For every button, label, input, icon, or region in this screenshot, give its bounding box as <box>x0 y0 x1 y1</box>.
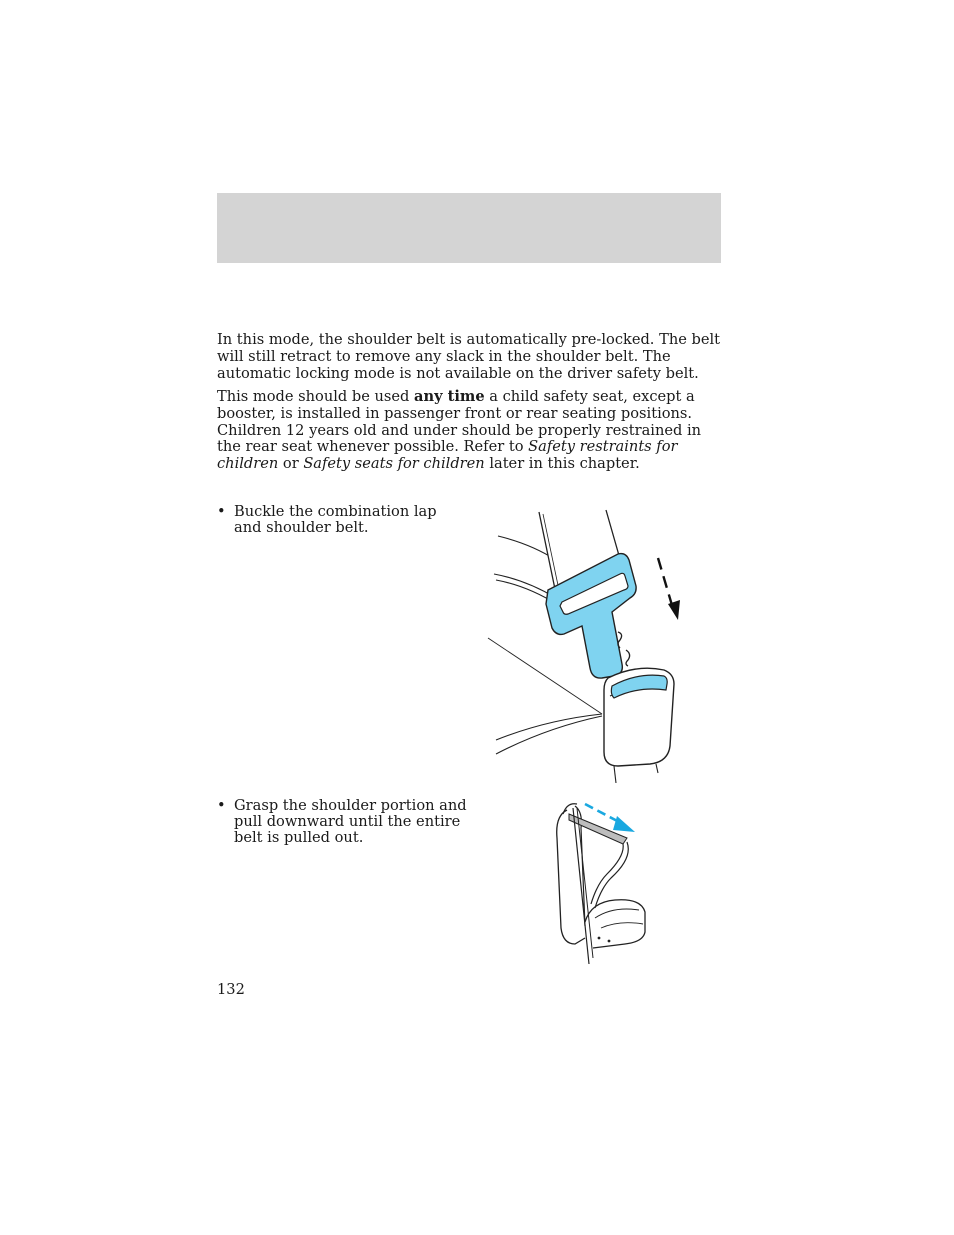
bullet-text: Grasp the shoulder portion and pull downward until the entire belt is pulled out. <box>234 797 467 846</box>
bullet-dot: • <box>217 503 226 520</box>
chapter-header-band <box>217 193 721 263</box>
bullet-text: Buckle the combination lap and shoulder belt. <box>234 503 437 536</box>
paragraph-automatic-locking <box>217 332 722 382</box>
bullet-dot: • <box>217 797 226 814</box>
reference-safety-restraints: Safety restraints for children <box>217 438 678 473</box>
paragraph-2-bold: any time <box>414 388 485 405</box>
page-number: 132 <box>217 981 245 998</box>
bullet-buckle-belt <box>217 504 467 536</box>
buckle-illustration <box>486 508 686 783</box>
paragraph-2-after: later in this chapter. <box>484 455 640 473</box>
seat-belt-pull-illustration <box>545 798 655 966</box>
paragraph-2-before: This mode should be used <box>217 388 415 405</box>
paragraph-child-seat-usage <box>217 389 722 473</box>
paragraph-2-middle: a child safety seat, except a booster, is installed in passenger front or rear seating positions. Children 12 years old and under should be properly restrained in the rear seat whenever possible. Refer to <box>217 388 702 456</box>
reference-safety-seats: Safety seats for children <box>303 455 485 473</box>
paragraph-1-text: In this mode, the shoulder belt is automatically pre-locked. The belt will still retract to remove any slack in the shoulder belt. The automatic locking mode is not available on the driver safety belt. <box>217 331 721 382</box>
bullet-pull-belt <box>217 798 467 846</box>
paragraph-2-or: or <box>278 455 304 473</box>
